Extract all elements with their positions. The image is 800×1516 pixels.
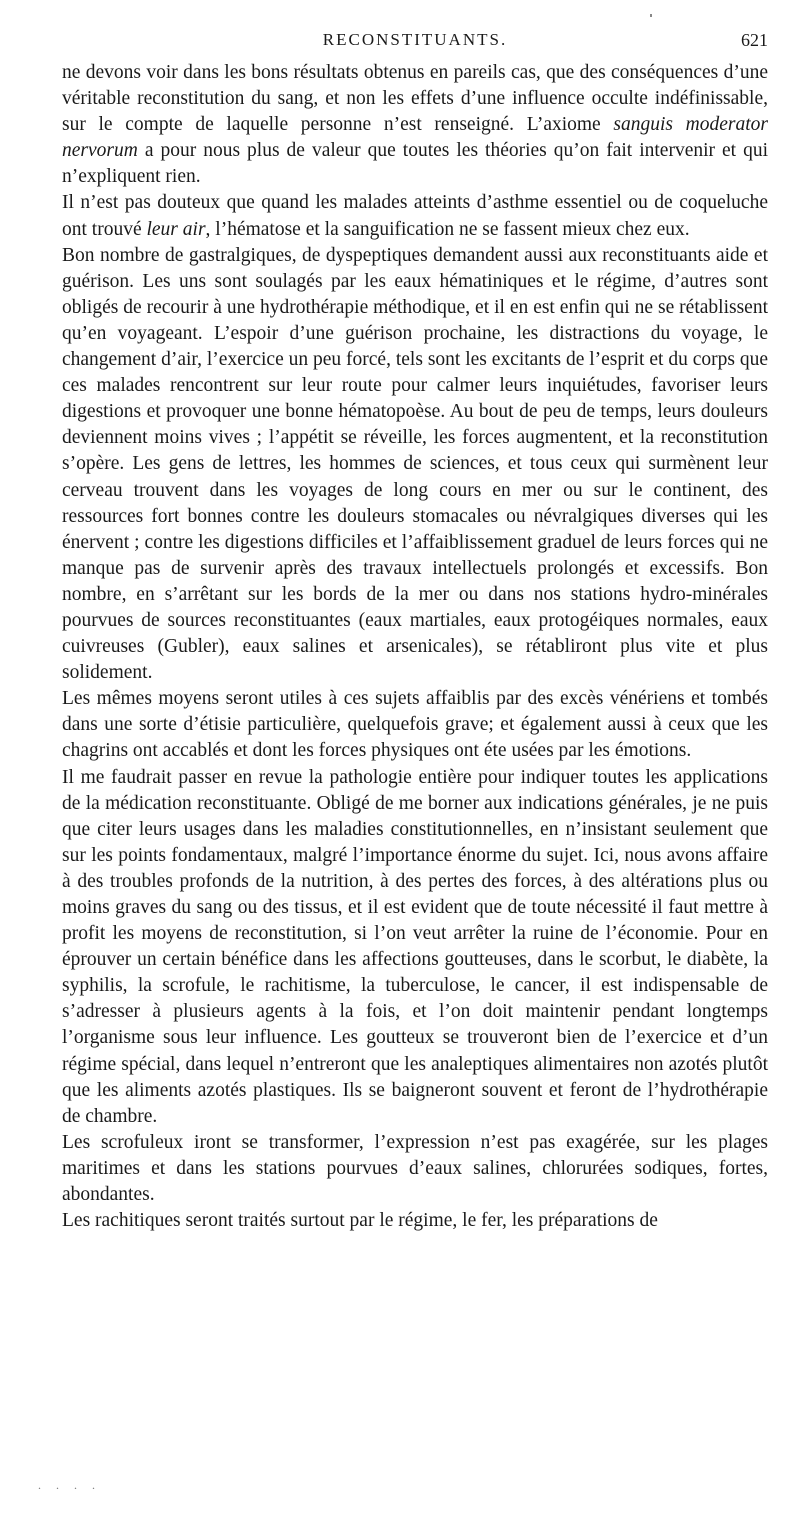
paragraph-1-text-b: a pour nous plus de valeur que toutes les théories qu’on fait intervenir et qui n’expliquent rien. [62, 140, 768, 188]
paragraph-7-text: Les rachitiques seront traités surtout par le régime, le fer, les préparations de [62, 1210, 658, 1232]
latin-axiom: sanguis moderator nervorum [62, 114, 768, 162]
running-title: RECONSTITUANTS. [322, 30, 508, 49]
paragraph-6-text: Les scrofuleux iront se transformer, l’expression n’est pas exagérée, sur les plages maritimes et dans les stations pourvues d’eaux salines, chlorurées sodiques, fortes, abondantes. [62, 1131, 768, 1206]
paragraph-2 [62, 190, 768, 242]
page-number: 621 [741, 30, 768, 50]
paragraph-2-text-b: , l’hématose et la sanguification ne se fassent mieux chez eux. [205, 218, 690, 240]
paragraph-4-text: Les mêmes moyens seront utiles à ces sujets affaiblis par des excès vénériens et tombés dans une sorte d’étisie particulière, quelquefois grave; et également aussi à ceux que les chagrins ont accablés et dont les forces physiques ont éte usées par les émotions. [62, 688, 768, 762]
paragraph-7 [62, 1208, 768, 1234]
paragraph-3-text: Bon nombre de gastralgiques, de dyspeptiques demandent aussi aux reconstituants aide et guérison. Les uns sont soulagés par les eaux hématiniques et le régime, d’autres sont obligés de recourir à une hydrothérapie méthodique, et il en est enfin qui ne se rétablissent qu’en voyageant. L’espoir d’une guérison prochaine, les distractions du voyage, le changement d’air, l’exercice un peu forcé, tels sont les excitants de l’esprit et du corps que ces malades rencontrent sur leur route pour calmer leurs inquiétudes, favoriser leurs digestions et provoquer une bonne hématopoèse. Au bout de peu de temps, leurs douleurs deviennent moins vives ; l’appétit se réveille, les forces augmentent, et la reconstitution s’opère. Les gens de lettres, les hommes de sciences, et tous ceux qui surmènent leur cerveau trouvent dans les voyages de long cours en mer ou sur le continent, des ressources fort bonnes contre les douleurs stomacales ou névralgiques diverses qui les énervent ; contre les digestions difficiles et l’affaiblissement graduel de leurs forces qui ne manque pas de survenir après des travaux intellectuels prolongés et excessifs. Bon nombre, en s’arrêtant sur les bords de la mer ou dans nos stations hydro-minérales pourvues de sources reconstituantes (eaux martiales, eaux protogéiques normales, eaux cuivreuses (Gubler), eaux salines et arsenicales), se rétabliront plus vite et plus solidement. [62, 244, 768, 684]
paragraph-5 [62, 765, 768, 1130]
italic-phrase: leur air [146, 218, 206, 240]
paragraph-1 [62, 60, 768, 190]
paragraph-6 [62, 1130, 768, 1208]
paragraph-2-text-a: Il n’est pas douteux que quand les malades atteints d’asthme essentiel ou de coqueluche ont trouvé [62, 192, 768, 240]
paragraph-4 [62, 686, 768, 764]
paragraph-1-text-a: ne devons voir dans les bons résultats obtenus en pareils cas, que des conséquences d’une véritable reconstitution du sang, et non les effets d’une influence occulte indéfinissable, sur le compte de laquelle personne n’est renseigné. L’axiome [62, 62, 768, 136]
paragraph-3 [62, 243, 768, 687]
scan-speck [650, 14, 652, 17]
footer-marks: . . . . [38, 1478, 101, 1492]
running-head [62, 30, 768, 56]
paragraph-5-text: Il me faudrait passer en revue la pathologie entière pour indiquer toutes les applications de la médication reconstituante. Obligé de me borner aux indications générales, je ne puis que citer leurs usages dans les maladies constitutionnelles, en n’insistant seulement que sur les points fondamentaux, malgré l’importance énorme du sujet. Ici, nous avons affaire à des troubles profonds de la nutrition, à des pertes des forces, à des altérations plus ou moins graves du sang ou des tissus, et il est evident que de toute nécessité il faut mettre à profit les moyens de reconstitution, si l’on veut arrêter la ruine de l’économie. Pour en éprouver un certain bénéfice dans les affections goutteuses, dans le scorbut, le diabète, la syphilis, la scrofule, le rachitisme, la tuberculose, le cancer, il est indispensable de s’adresser à plusieurs agents à la fois, et l’on doit maintenir pendant longtemps l’organisme sous leur influence. Les goutteux se trouveront bien de l’exercice et d’un régime spécial, dans lequel n’entreront que les analeptiques alimentaires non azotés plutôt que les aliments azotés plastiques. Ils se baigneront souvent et feront de l’hydrothérapie de chambre. [62, 766, 768, 1127]
body-text [62, 60, 768, 1234]
